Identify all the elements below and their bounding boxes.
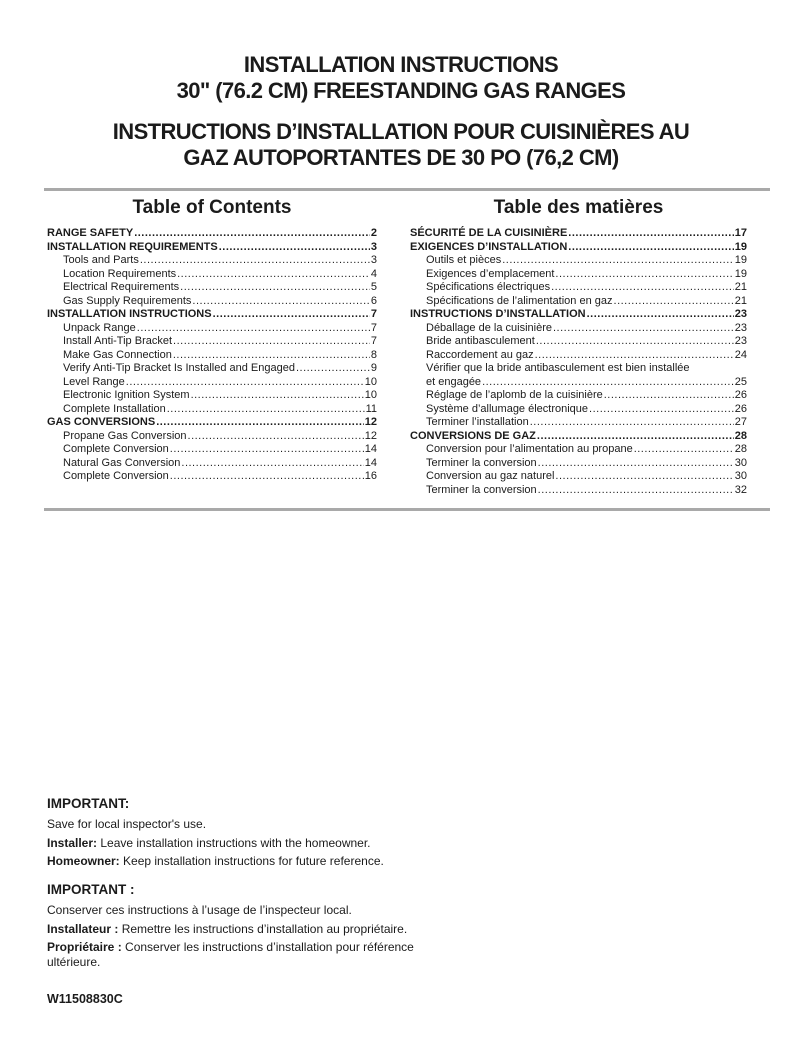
toc-entry-page: 21 — [734, 294, 747, 307]
toc-entry — [47, 308, 377, 322]
toc-entry-page: 19 — [734, 267, 747, 280]
toc-entry — [47, 362, 377, 376]
toc-entry — [47, 443, 377, 457]
title-en-line2: 30" (76.2 CM) FREESTANDING GAS RANGES — [176, 78, 626, 103]
toc-entry-page: 3 — [370, 254, 377, 266]
toc-dot-leader — [553, 322, 734, 336]
toc-english-list — [47, 227, 377, 484]
divider-top — [44, 188, 770, 191]
toc-entry-page: 30 — [734, 470, 747, 482]
important-english-block — [47, 796, 449, 869]
toc-entry — [410, 443, 747, 457]
toc-dot-leader — [538, 484, 734, 498]
toc-french-column — [410, 196, 747, 497]
toc-entry-label: Conversion au gaz naturel — [426, 470, 555, 482]
toc-entry-label: Exigences d’emplacement — [426, 267, 555, 280]
toc-dot-leader — [538, 457, 734, 471]
toc-entry-page: 14 — [364, 456, 377, 469]
toc-entry-page: 26 — [734, 389, 747, 401]
toc-french-heading: Table des matières — [493, 197, 664, 218]
toc-dot-leader — [167, 403, 365, 417]
toc-entry — [410, 268, 747, 282]
toc-dot-leader — [614, 295, 734, 309]
toc-entry-label: Déballage de la cuisinière — [426, 321, 552, 334]
proprietaire-text: Conserver les instructions d’installation pour référence ultérieure. — [47, 940, 414, 969]
toc-entry — [47, 470, 377, 484]
toc-entry-label: INSTRUCTIONS D’INSTALLATION — [410, 308, 586, 320]
document-number: W11508830C — [47, 992, 123, 1006]
toc-entry — [410, 457, 747, 471]
toc-dot-leader — [137, 322, 370, 336]
toc-dot-leader — [173, 335, 370, 349]
toc-entry — [410, 227, 747, 241]
toc-entry-page: 16 — [364, 470, 377, 482]
toc-entry-page: 4 — [370, 267, 377, 280]
toc-dot-leader — [170, 443, 364, 457]
toc-entry-label: Verify Anti-Tip Bracket Is Installed and Engaged — [63, 362, 295, 374]
important-en-installer-line — [47, 836, 449, 851]
toc-entry-page: 10 — [364, 375, 377, 388]
toc-entry-label: Réglage de l’aplomb de la cuisinière — [426, 389, 603, 401]
important-notes — [47, 796, 449, 970]
toc-entry — [410, 389, 747, 403]
toc-entry-label: Spécifications de l’alimentation en gaz — [426, 294, 613, 307]
toc-entry-page: 12 — [364, 416, 377, 428]
toc-entry — [410, 349, 747, 363]
toc-entry — [410, 335, 747, 349]
toc-entry-page: 9 — [370, 362, 377, 374]
toc-entry-label: INSTALLATION INSTRUCTIONS — [47, 308, 212, 320]
toc-entry — [47, 376, 377, 390]
toc-entry-label: Unpack Range — [63, 321, 136, 334]
toc-dot-leader — [296, 362, 370, 376]
toc-entry-label: RANGE SAFETY — [47, 227, 134, 239]
toc-entry-page: 10 — [364, 389, 377, 401]
toc-entry — [47, 457, 377, 471]
toc-entry — [47, 227, 377, 241]
toc-dot-leader — [180, 281, 370, 295]
toc-entry — [47, 241, 377, 255]
toc-entry-label: Outils et pièces — [426, 254, 502, 266]
toc-entry-page: 23 — [734, 321, 747, 334]
toc-entry-label: et engagée — [426, 375, 482, 388]
toc-entry — [47, 349, 377, 363]
toc-entry — [410, 376, 747, 390]
toc-english-heading: Table of Contents — [132, 197, 292, 218]
toc-english-column — [47, 196, 377, 497]
toc-entry-page: 23 — [734, 308, 747, 320]
toc-entry-page: 11 — [365, 402, 377, 415]
toc-entry — [410, 470, 747, 484]
toc-dot-leader — [134, 227, 370, 241]
toc-entry-page: 21 — [734, 281, 747, 293]
toc-entry-page: 8 — [370, 348, 377, 361]
toc-entry-page: 28 — [734, 443, 747, 455]
toc-dot-leader — [213, 308, 370, 322]
toc-dot-leader — [555, 268, 733, 282]
toc-entry-page: 6 — [370, 294, 377, 307]
toc-entry-label: Gas Supply Requirements — [63, 294, 192, 307]
toc-entry-label: EXIGENCES D’INSTALLATION — [410, 240, 568, 253]
toc-entry-label: GAS CONVERSIONS — [47, 416, 156, 428]
important-fr-owner-line — [47, 940, 449, 970]
toc-dot-leader — [219, 241, 370, 255]
toc-entry — [47, 403, 377, 417]
toc-dot-leader — [587, 308, 734, 322]
toc-dot-leader — [126, 376, 364, 390]
toc-entry-page: 14 — [364, 443, 377, 455]
toc-dot-leader — [156, 416, 364, 430]
toc-entry-label: Conversion pour l’alimentation au propane — [426, 443, 633, 455]
important-french-block — [47, 882, 449, 970]
important-en-line1: Save for local inspector's use. — [47, 817, 207, 831]
toc-entry-page: 23 — [734, 335, 747, 347]
toc-entry — [410, 362, 747, 376]
title-fr-line1: INSTRUCTIONS D’INSTALLATION POUR CUISINIÈRES AU — [112, 119, 690, 144]
toc-dot-leader — [555, 470, 733, 484]
toc-entry — [410, 403, 747, 417]
toc-entry — [47, 416, 377, 430]
toc-entry-page: 7 — [370, 308, 377, 320]
toc-dot-leader — [530, 416, 734, 430]
toc-dot-leader — [177, 268, 370, 282]
toc-dot-leader — [170, 470, 364, 484]
toc-dot-leader — [502, 254, 734, 268]
toc-entry — [410, 241, 747, 255]
toc-entry — [410, 322, 747, 336]
toc-dot-leader — [604, 389, 734, 403]
installateur-text: Remettre les instructions d’installation au propriétaire. — [118, 921, 408, 936]
important-fr-installer-line — [47, 922, 449, 937]
homeowner-label: Homeowner: — [47, 854, 120, 868]
toc-entry-label: Spécifications électriques — [426, 281, 551, 293]
toc-entry — [47, 335, 377, 349]
toc-entry — [410, 254, 747, 268]
toc-entry-label: Tools and Parts — [63, 254, 139, 266]
toc-entry-page: 26 — [734, 402, 747, 415]
toc-entry-page: 2 — [370, 227, 377, 239]
toc-entry-label: Terminer la conversion — [426, 456, 537, 469]
toc-entry — [47, 281, 377, 295]
toc-entry-page: 30 — [734, 456, 747, 469]
toc-entry-label: Terminer l’installation — [426, 416, 529, 428]
toc-dot-leader — [192, 295, 369, 309]
toc-dot-leader — [536, 335, 734, 349]
toc-entry-label: Vérifier que la bride antibasculement est bien installée — [426, 362, 690, 374]
toc-entry-page: 24 — [734, 348, 747, 361]
toc-dot-leader — [551, 281, 734, 295]
toc-entry-label: Electrical Requirements — [63, 281, 180, 293]
toc-entry-label: Propane Gas Conversion — [63, 429, 187, 442]
toc-dot-leader — [589, 403, 734, 417]
toc-entry-label: Make Gas Connection — [63, 348, 172, 361]
toc-entry-label: Install Anti-Tip Bracket — [63, 335, 173, 347]
toc-entry-page: 7 — [370, 335, 377, 347]
toc-entry-page: 25 — [734, 375, 747, 388]
toc-entry-page: 19 — [734, 240, 747, 253]
toc-entry — [47, 268, 377, 282]
toc-dot-leader — [140, 254, 370, 268]
toc-entry-label: Level Range — [63, 375, 125, 388]
toc-entry — [47, 295, 377, 309]
toc-entry-label: Complete Installation — [63, 402, 166, 415]
toc-entry-label: INSTALLATION REQUIREMENTS — [47, 240, 218, 253]
toc-entry — [47, 322, 377, 336]
toc-entry — [47, 430, 377, 444]
toc-entry-page: 7 — [370, 321, 377, 334]
toc-dot-leader — [173, 349, 370, 363]
title-spacer — [0, 104, 802, 119]
important-en-homeowner-line — [47, 854, 449, 869]
toc-dot-leader — [568, 227, 733, 241]
toc-entry-label: Bride antibasculement — [426, 335, 535, 347]
divider-bottom — [44, 508, 770, 511]
installateur-label: Installateur : — [47, 921, 119, 936]
toc-dot-leader — [535, 349, 734, 363]
toc-entry-label: Electronic Ignition System — [63, 389, 190, 401]
toc-dot-leader — [568, 241, 733, 255]
installer-text: Leave installation instructions with the homeowner. — [97, 835, 371, 850]
toc-entry-page: 27 — [734, 416, 747, 428]
toc-entry — [47, 389, 377, 403]
toc-dot-leader — [634, 443, 734, 457]
toc-dot-leader — [191, 389, 364, 403]
toc-entry-page: 17 — [734, 227, 747, 239]
toc-entry — [410, 295, 747, 309]
homeowner-text: Keep installation instructions for future reference. — [119, 854, 384, 868]
toc-entry — [410, 308, 747, 322]
document-title — [0, 0, 802, 171]
toc-entry — [47, 254, 377, 268]
toc-dot-leader — [188, 430, 364, 444]
toc-entry — [410, 430, 747, 444]
toc-dot-leader — [482, 376, 734, 390]
toc-entry-label: Complete Conversion — [63, 443, 169, 455]
important-fr-line1: Conserver ces instructions à l’usage de l’inspecteur local. — [47, 903, 352, 917]
table-of-contents-area — [0, 196, 802, 497]
toc-entry-label: Complete Conversion — [63, 470, 169, 482]
toc-entry-label: Raccordement au gaz — [426, 348, 534, 361]
toc-entry-label: Terminer la conversion — [426, 483, 537, 496]
toc-entry-label: SÉCURITÉ DE LA CUISINIÈRE — [410, 227, 568, 239]
toc-entry-label: Système d’allumage électronique — [426, 402, 589, 415]
toc-entry-label: CONVERSIONS DE GAZ — [410, 429, 536, 442]
toc-entry-page: 32 — [734, 483, 747, 496]
toc-entry-page: 19 — [734, 254, 747, 266]
important-fr-heading: IMPORTANT : — [47, 882, 135, 897]
installer-label: Installer: — [47, 835, 98, 850]
toc-entry — [410, 416, 747, 430]
toc-entry — [410, 281, 747, 295]
proprietaire-label: Propriétaire : — [47, 940, 122, 954]
toc-entry-label: Location Requirements — [63, 267, 177, 280]
toc-dot-leader — [181, 457, 363, 471]
title-en-line1: INSTALLATION INSTRUCTIONS — [243, 52, 559, 77]
title-fr-line2: GAZ AUTOPORTANTES DE 30 PO (76,2 CM) — [183, 145, 619, 170]
toc-dot-leader — [537, 430, 734, 444]
toc-entry-page: 28 — [734, 429, 747, 442]
toc-entry-page: 3 — [370, 240, 377, 253]
toc-french-list — [410, 227, 747, 497]
toc-entry-page: 5 — [370, 281, 377, 293]
important-en-heading: IMPORTANT: — [47, 796, 130, 811]
toc-entry-label: Natural Gas Conversion — [63, 456, 181, 469]
toc-entry-page: 12 — [364, 429, 377, 442]
toc-entry — [410, 484, 747, 498]
